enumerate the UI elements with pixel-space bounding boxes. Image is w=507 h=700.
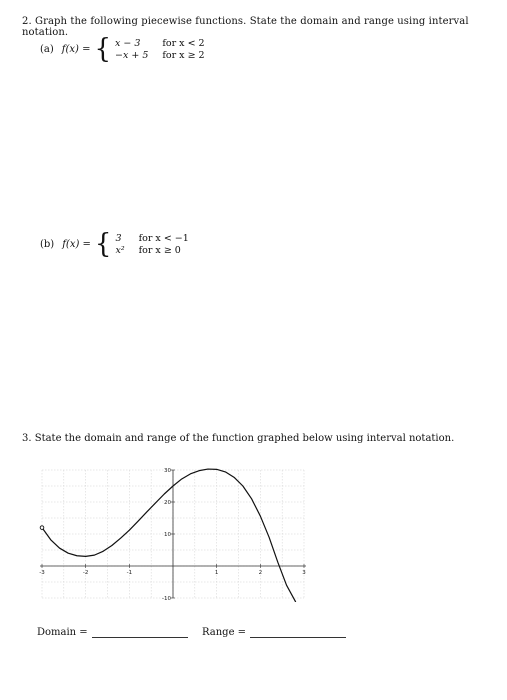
y-tick-label: 10 [164,532,171,538]
range-answer [202,627,346,638]
y-tick-label: -10 [162,596,171,602]
piecewise-b [40,228,189,260]
case-expr: x − 3 [115,37,141,49]
case-expr: −x + 5 [115,49,149,61]
case-expr: x² [115,244,125,256]
case-condition: for x ≥ 2 [162,49,205,61]
y-tick-label: 30 [164,468,171,474]
problem-2-prompt: 2. Graph the following piecewise functions. State the domain and range using interval notation. [22,16,469,38]
x-tick-label: -3 [39,570,45,576]
range-blank[interactable] [250,627,346,638]
case-condition: for x ≥ 0 [138,244,181,256]
piecewise-a [40,33,205,65]
y-tick-label: 20 [164,500,171,506]
case-condition: for x < −1 [138,232,189,244]
part-b-cases [115,233,188,256]
function-graph [36,462,310,602]
problem-3-prompt: 3. State the domain and range of the function graphed below using interval notation. [22,433,455,444]
part-a-label: (a) [40,43,54,55]
brace-icon: { [94,33,112,65]
x-tick-label: 1 [214,570,219,576]
case-expr: 3 [115,232,122,244]
x-tick-label: -2 [82,570,89,576]
case-condition: for x < 2 [162,37,205,49]
part-a-cases [115,38,205,61]
x-tick-label: -1 [126,570,133,576]
domain-label: Domain = [37,627,88,638]
range-label: Range = [202,627,247,638]
brace-icon: { [94,228,112,260]
part-a-lhs: f(x) = [61,43,91,55]
part-b-lhs: f(x) = [62,238,91,250]
domain-answer [37,627,188,638]
part-b-label: (b) [40,238,55,250]
domain-blank[interactable] [92,627,188,638]
open-endpoint [40,526,44,530]
x-tick-label: 3 [302,570,306,576]
x-tick-label: 2 [258,570,263,576]
